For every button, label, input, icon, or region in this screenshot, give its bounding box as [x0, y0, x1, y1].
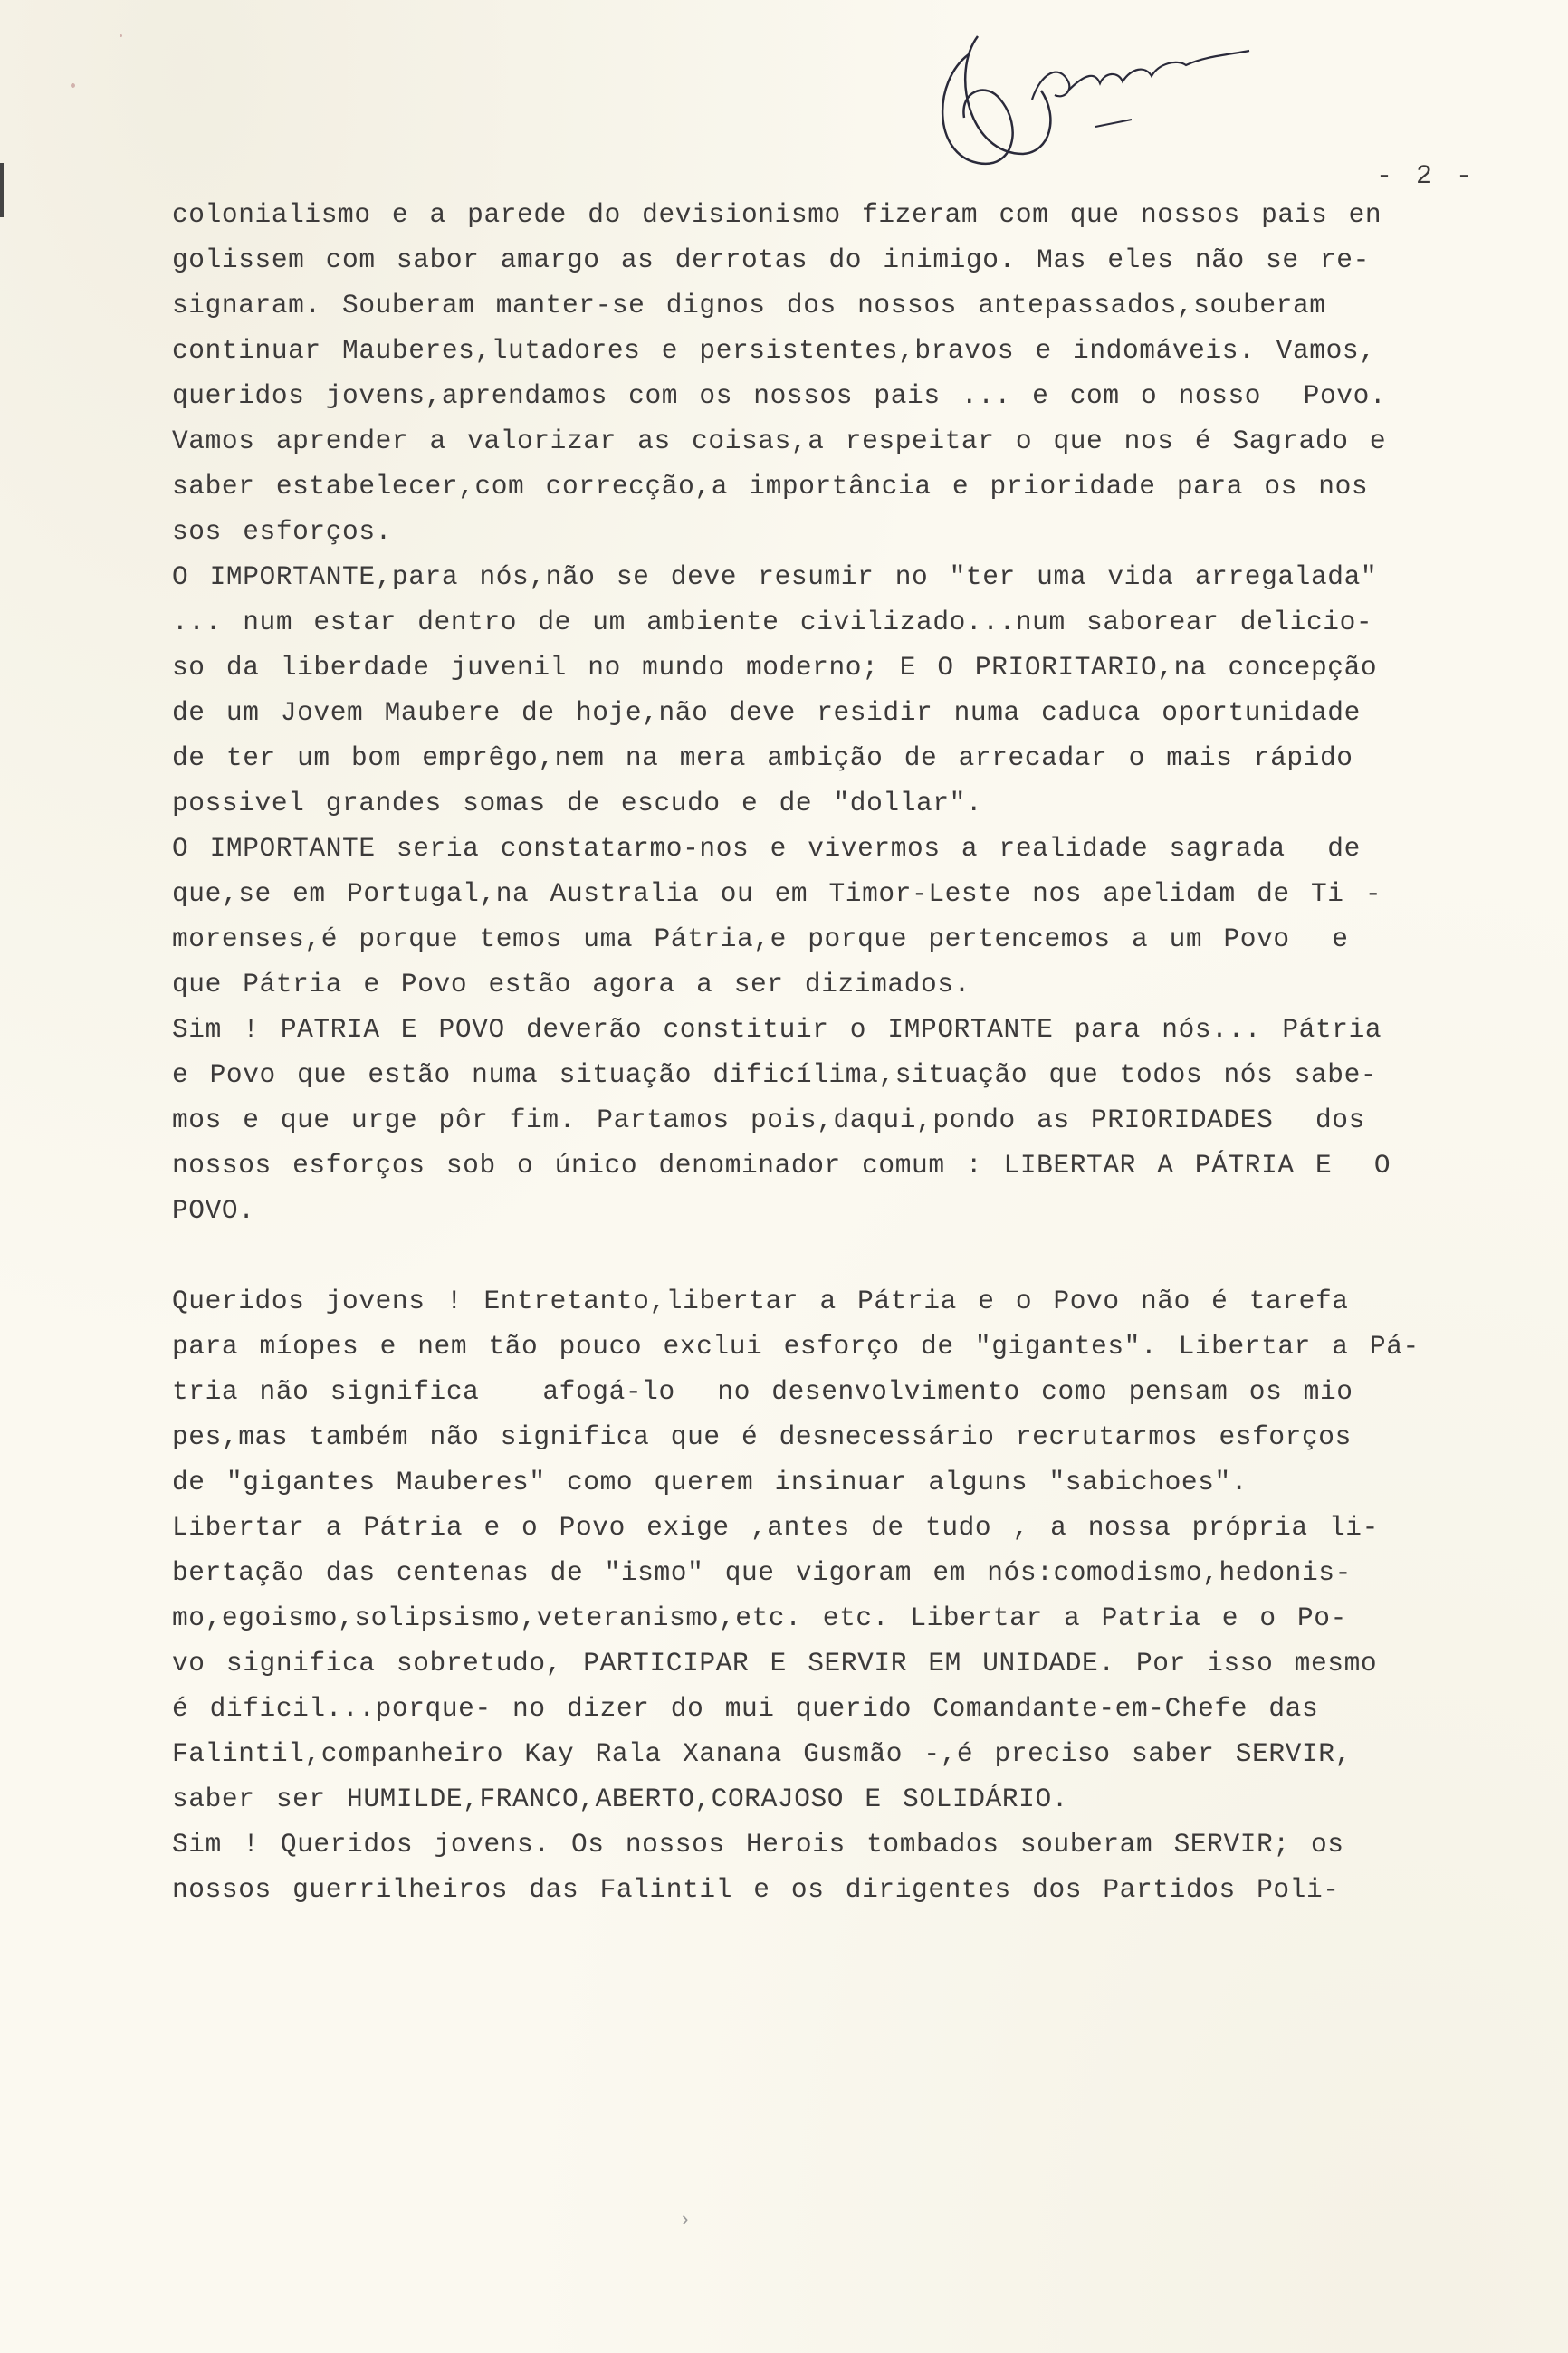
- text-line: que,se em Portugal,na Australia ou em Timor-Leste nos apelidam de Ti -: [172, 878, 1382, 909]
- text-line: signaram. Souberam manter-se dignos dos nossos antepassados,souberam: [172, 290, 1326, 320]
- handwritten-signature: [914, 18, 1258, 181]
- text-line: saber ser HUMILDE,FRANCO,ABERTO,CORAJOSO E SOLIDÁRIO.: [172, 1784, 1069, 1814]
- text-line: Queridos jovens ! Entretanto,libertar a Pátria e o Povo não é tarefa: [172, 1286, 1349, 1316]
- body-text: [172, 192, 1439, 1912]
- text-line: Sim ! Queridos jovens. Os nossos Herois tombados souberam SERVIR; os: [172, 1829, 1344, 1860]
- text-line: O IMPORTANTE,para nós,não se deve resumir no "ter uma vida arregalada": [172, 561, 1378, 592]
- text-line: para míopes e nem tão pouco exclui esforço de "gigantes". Libertar a Pá-: [172, 1331, 1420, 1362]
- text-line: vo significa sobretudo, PARTICIPAR E SERVIR EM UNIDADE. Por isso mesmo: [172, 1648, 1378, 1679]
- text-line: so da liberdade juvenil no mundo moderno; E O PRIORITARIO,na concepção: [172, 652, 1378, 683]
- text-line: Falintil,companheiro Kay Rala Xanana Gusmão -,é preciso saber SERVIR,: [172, 1738, 1352, 1769]
- text-line: de ter um bom emprêgo,nem na mera ambição de arrecadar o mais rápido: [172, 742, 1353, 773]
- text-line: queridos jovens,aprendamos com os nossos pais ... e com o nosso Povo.: [172, 380, 1387, 411]
- text-line: golissem com sabor amargo as derrotas do inimigo. Mas eles não se re-: [172, 244, 1370, 275]
- text-line: de "gigantes Mauberes" como querem insinuar alguns "sabichoes".: [172, 1467, 1248, 1497]
- text-line: ... num estar dentro de um ambiente civilizado...num saborear delicio-: [172, 607, 1373, 637]
- text-line: colonialismo e a parede do devisionismo fizeram com que nossos pais en: [172, 199, 1382, 230]
- text-line: é dificil...porque- no dizer do mui querido Comandante-em-Chefe das: [172, 1693, 1319, 1724]
- text-line: de um Jovem Maubere de hoje,não deve residir numa caduca oportunidade: [172, 697, 1361, 728]
- text-line: Sim ! PATRIA E POVO deverão constituir o IMPORTANTE para nós... Pátria: [172, 1014, 1382, 1045]
- text-line: nossos esforços sob o único denominador comum : LIBERTAR A PÁTRIA E O: [172, 1150, 1391, 1181]
- text-line: O IMPORTANTE seria constatarmo-nos e vivermos a realidade sagrada de: [172, 833, 1361, 864]
- text-line: e Povo que estão numa situação dificílima,situação que todos nós sabe-: [172, 1059, 1378, 1090]
- text-line: pes,mas também não significa que é desnecessário recrutarmos esforços: [172, 1421, 1352, 1452]
- ink-speck: [120, 34, 122, 37]
- text-line: continuar Mauberes,lutadores e persistentes,bravos e indomáveis. Vamos,: [172, 335, 1376, 366]
- text-line: mo,egoismo,solipsismo,veteranismo,etc. etc. Libertar a Patria e o Po-: [172, 1602, 1347, 1633]
- paper-smudge: ›: [679, 2209, 692, 2232]
- text-line: tria não significa afogá-lo no desenvolvimento como pensam os mio: [172, 1376, 1353, 1407]
- blank-line: [172, 1233, 1439, 1278]
- text-line: que Pátria e Povo estão agora a ser dizimados.: [172, 969, 970, 1000]
- text-line: nossos guerrilheiros das Falintil e os dirigentes dos Partidos Poli-: [172, 1874, 1340, 1905]
- text-line: saber estabelecer,com correcção,a importância e prioridade para os nos: [172, 471, 1369, 502]
- ink-speck: [71, 83, 75, 88]
- text-line: possivel grandes somas de escudo e de "dollar".: [172, 788, 983, 818]
- text-line: sos esforços.: [172, 516, 392, 547]
- text-line: mos e que urge pôr fim. Partamos pois,daqui,pondo as PRIORIDADES dos: [172, 1105, 1365, 1135]
- text-line: Libertar a Pátria e o Povo exige ,antes de tudo , a nossa própria li-: [172, 1512, 1379, 1543]
- text-line: bertação das centenas de "ismo" que vigoram em nós:comodismo,hedonis-: [172, 1557, 1352, 1588]
- text-line: POVO.: [172, 1195, 255, 1226]
- page-number: - 2 -: [1376, 161, 1477, 192]
- page-edge-mark: [0, 163, 4, 217]
- text-line: morenses,é porque temos uma Pátria,e porque pertencemos a um Povo e: [172, 923, 1349, 954]
- text-line: Vamos aprender a valorizar as coisas,a respeitar o que nos é Sagrado e: [172, 426, 1387, 456]
